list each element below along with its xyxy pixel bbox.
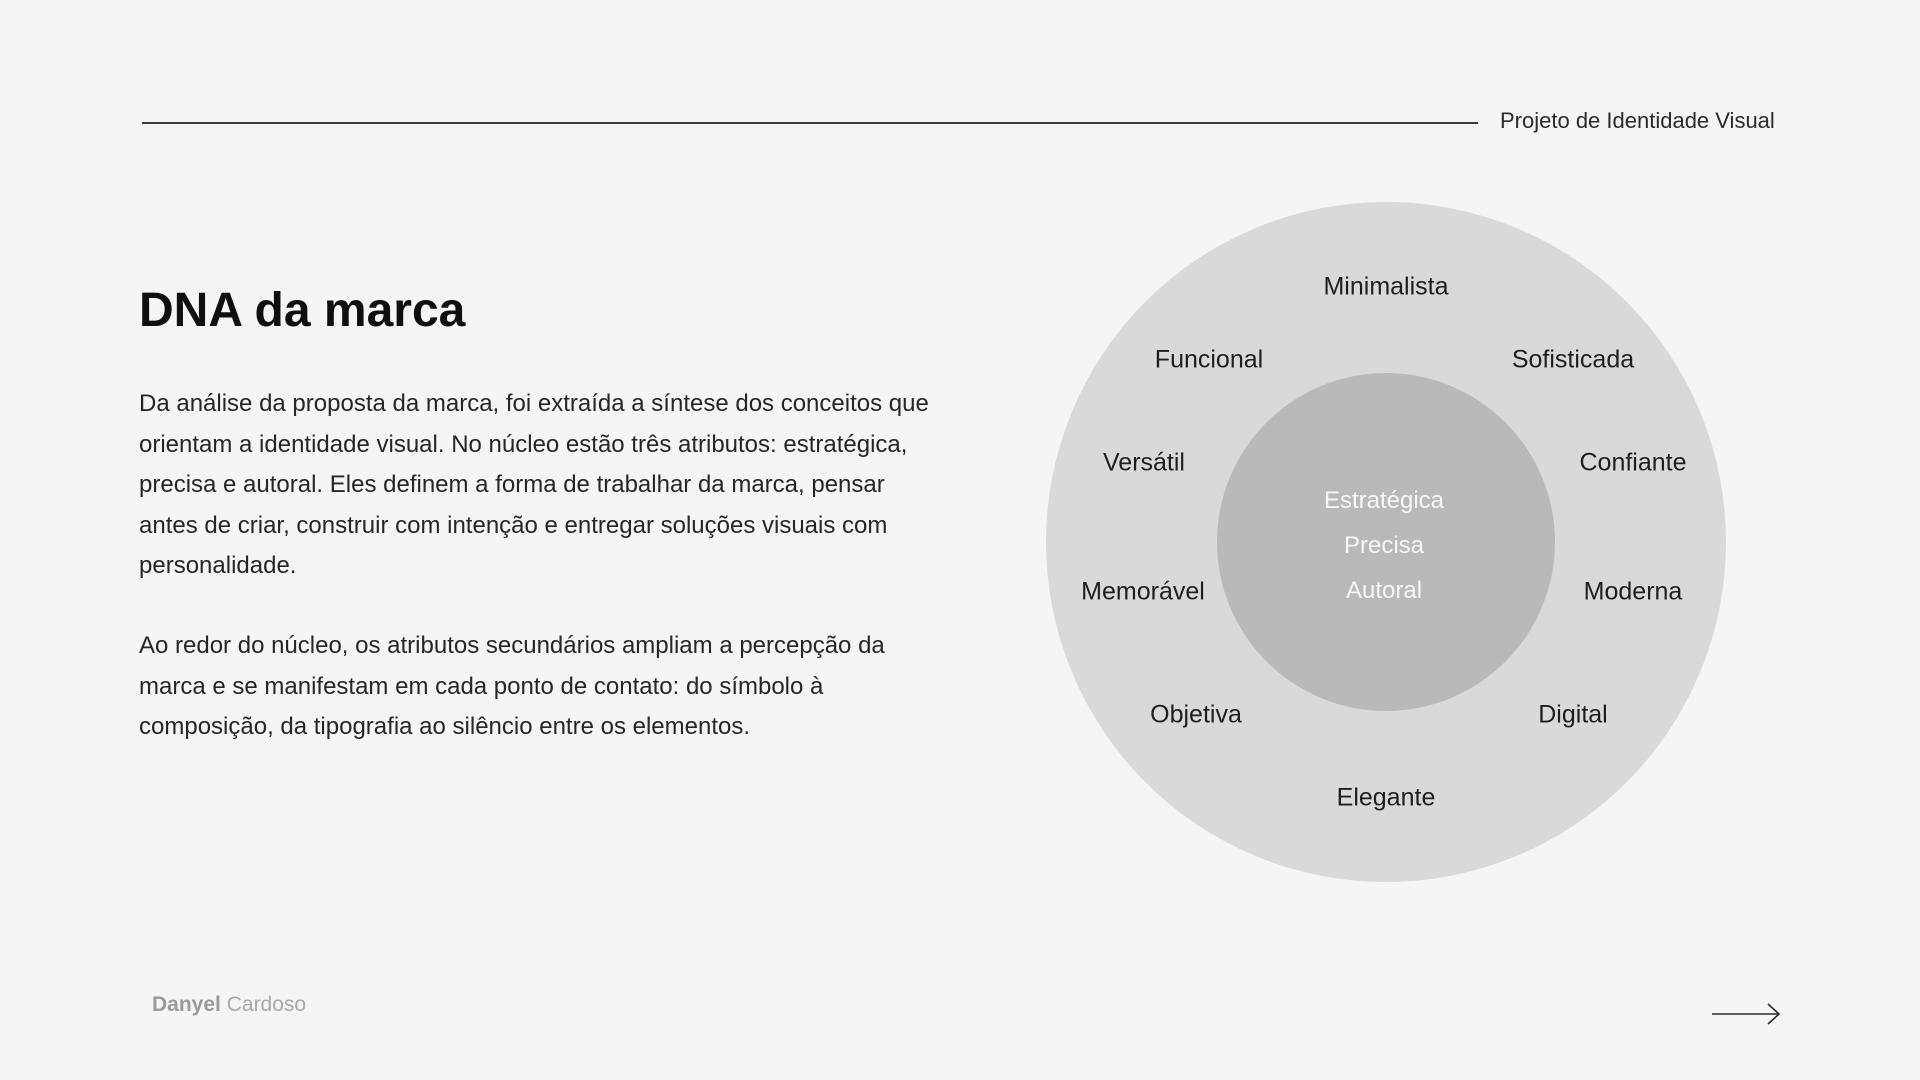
secondary-attribute: Confiante	[1579, 448, 1687, 477]
author-signature	[152, 993, 306, 1017]
author-first-name: Danyel	[152, 993, 221, 1016]
author-last-name: Cardoso	[226, 993, 307, 1016]
secondary-paragraph: Ao redor do núcleo, os atributos secundários ampliam a percepção da marca e se manifestam em cada ponto de contato: do símbolo à composição, da tipografia ao silêncio entre os elementos.	[139, 632, 885, 740]
secondary-attribute: Sofisticada	[1511, 345, 1635, 374]
page-title: DNA da marca	[139, 284, 466, 337]
secondary-attribute: Digital	[1538, 700, 1608, 729]
core-attribute: Precisa	[1343, 532, 1425, 559]
next-slide-button[interactable]	[1710, 1000, 1782, 1028]
secondary-attribute: Memorável	[1081, 577, 1205, 606]
secondary-attribute: Objetiva	[1150, 700, 1242, 729]
secondary-attribute: Moderna	[1583, 577, 1683, 606]
project-label: Projeto de Identidade Visual	[1500, 108, 1775, 133]
arrow-right-icon	[1710, 1000, 1782, 1028]
core-attribute: Estratégica	[1323, 487, 1445, 514]
brand-dna-diagram	[1046, 202, 1726, 882]
intro-paragraph: Da análise da proposta da marca, foi extraída a síntese dos conceitos que orientam a identidade visual. No núcleo estão três atributos: estratégica, precisa e autoral. Eles definem a forma de trabalhar da marca, pensar antes de criar, construir com intenção e entregar soluções visuais com personalidade.	[139, 390, 929, 579]
secondary-attribute: Versátil	[1103, 448, 1185, 477]
secondary-attribute: Elegante	[1336, 783, 1436, 812]
core-attribute: Autoral	[1345, 577, 1423, 604]
secondary-attribute: Funcional	[1154, 345, 1264, 374]
secondary-attribute: Minimalista	[1323, 272, 1449, 301]
header-divider	[142, 122, 1478, 124]
